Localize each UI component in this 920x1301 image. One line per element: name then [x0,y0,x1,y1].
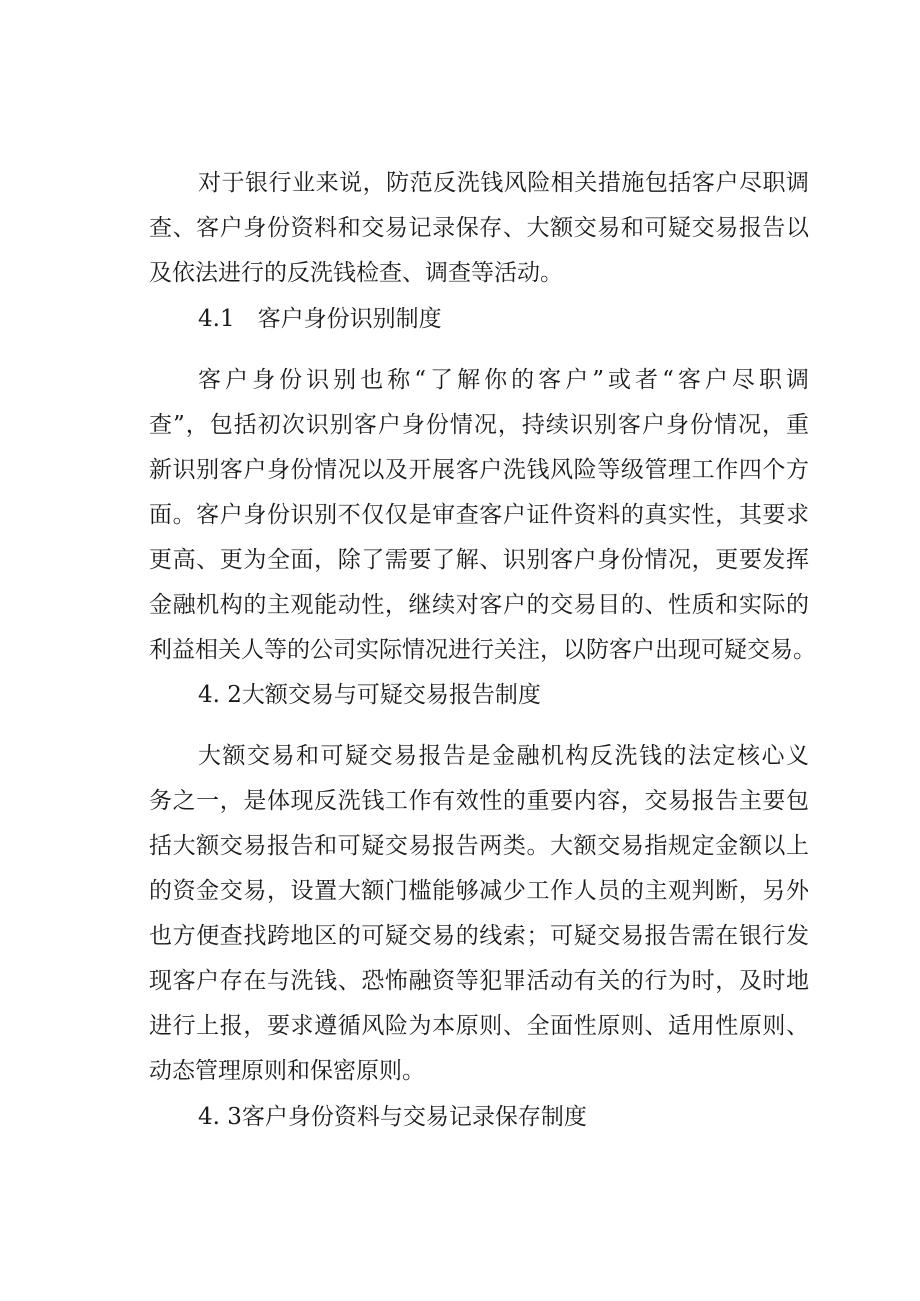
paragraph-line: 括大额交易报告和可疑交易报告两类。大额交易指规定金额以上 [149,833,809,859]
paragraph-line: 面。客户身份识别不仅仅是审查客户证件资料的真实性，其要求 [149,502,809,528]
paragraph-line: 大额交易和可疑交易报告是金融机构反洗钱的法定核心义 [198,743,809,769]
paragraph-line: 查、客户身份资料和交易记录保存、大额交易和可疑交易报告以 [149,215,809,241]
paragraph-line: 及依法进行的反洗钱检查、调查等活动。 [149,260,563,286]
paragraph-line: 利益相关人等的公司实际情况进行关注，以防客户出现可疑交易。 [149,637,816,663]
paragraph-line: 对于银行业来说，防范反洗钱风险相关措施包括客户尽职调 [198,170,809,196]
paragraph-line: 现客户存在与洗钱、恐怖融资等犯罪活动有关的行为时，及时地 [149,968,809,994]
paragraph-line: 务之一，是体现反洗钱工作有效性的重要内容，交易报告主要包 [149,788,809,814]
paragraph-line: 客户身份识别也称“了解你的客户”或者“客户尽职调 [198,367,809,393]
paragraph-line: 动态管理原则和保密原则。 [149,1058,425,1084]
paragraph-line: 新识别客户身份情况以及开展客户洗钱风险等级管理工作四个方 [149,457,809,483]
section-heading: 4. 3客户身份资料与交易记录保存制度 [198,1104,587,1130]
section-heading: 4.1 客户身份识别制度 [198,306,442,332]
paragraph-line: 也方便查找跨地区的可疑交易的线索；可疑交易报告需在银行发 [149,923,809,949]
paragraph-line: 进行上报，要求遵循风险为本原则、全面性原则、适用性原则、 [149,1013,809,1039]
paragraph-line: 查”，包括初次识别客户身份情况，持续识别客户身份情况，重 [149,412,809,438]
paragraph-line: 更高、更为全面，除了需要了解、识别客户身份情况，更要发挥 [149,547,809,573]
section-heading: 4. 2大额交易与可疑交易报告制度 [198,682,541,708]
paragraph-line: 金融机构的主观能动性，继续对客户的交易目的、性质和实际的 [149,592,809,618]
paragraph-line: 的资金交易，设置大额门槛能够减少工作人员的主观判断，另外 [149,878,809,904]
